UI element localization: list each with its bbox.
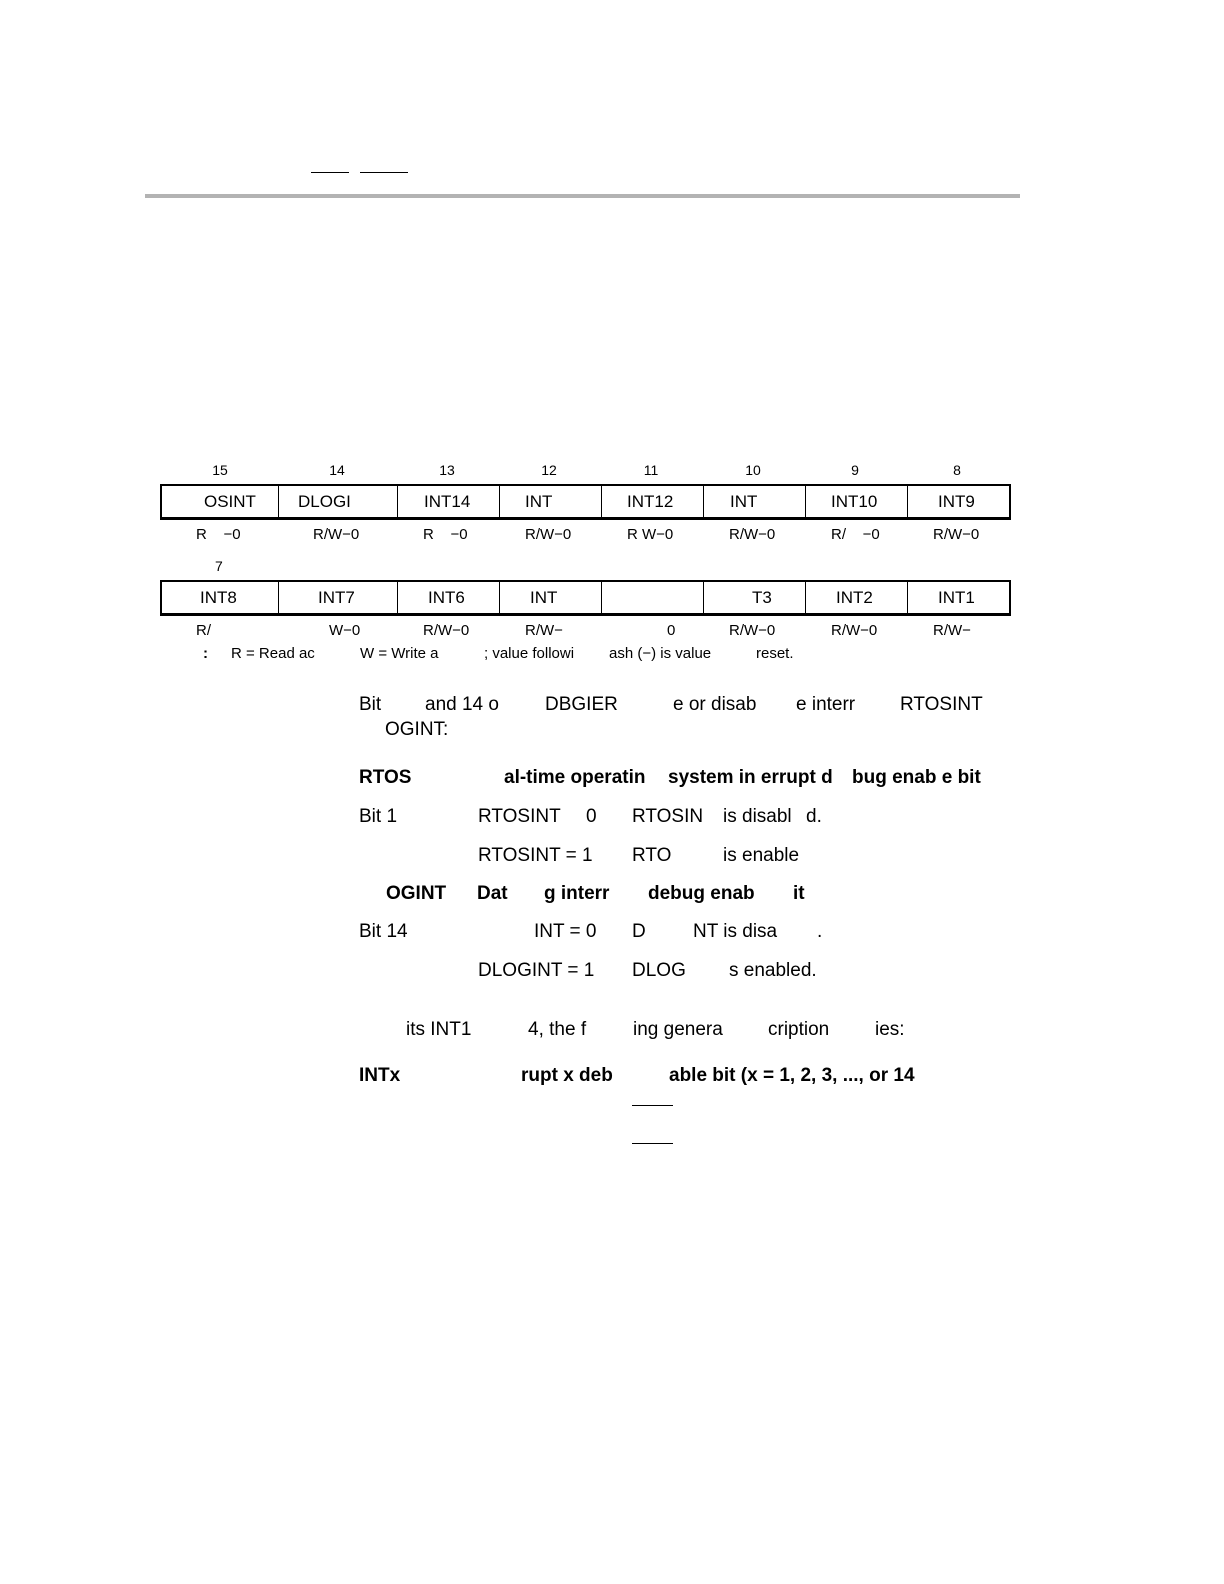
- field-int11: INT: [730, 492, 758, 511]
- legend-reset: reset.: [756, 645, 794, 662]
- header-mark-right: [360, 172, 408, 173]
- dlogint-value: D: [632, 921, 646, 942]
- dlogint-value: DLOG: [632, 960, 686, 981]
- access-label: R/: [196, 622, 211, 639]
- intro-text: e or disab: [673, 694, 757, 715]
- rtosint-value: 0: [586, 806, 597, 827]
- rtosint-value: RTOSINT: [478, 806, 561, 827]
- rtosint-value: RTO: [632, 845, 672, 866]
- intro-text: and 14 o: [425, 694, 499, 715]
- access-label: R/W−: [525, 622, 563, 639]
- intro-text: RTOSINT: [900, 694, 983, 715]
- dlogint-heading: it: [793, 883, 805, 904]
- general-text: its INT1: [406, 1019, 472, 1040]
- field-int1: INT1: [938, 588, 975, 607]
- dlogint-bit-label: Bit 14: [359, 921, 408, 942]
- bit-number: 10: [745, 462, 761, 478]
- field-int5: INT: [530, 588, 558, 607]
- dlogint-value: s enabled.: [729, 960, 817, 981]
- field-int6: INT6: [428, 588, 465, 607]
- access-label: R/W−0: [831, 622, 878, 639]
- rtosint-heading: RTOS: [359, 767, 412, 788]
- intx-heading: rupt x deb: [521, 1065, 613, 1086]
- general-text: cription: [768, 1019, 830, 1040]
- bit-number: 9: [851, 462, 859, 478]
- legend-read: R = Read ac: [231, 645, 315, 662]
- dlogint-value: DLOGINT = 1: [478, 960, 595, 981]
- field-int8: INT8: [200, 588, 237, 607]
- general-text: ies:: [875, 1019, 905, 1040]
- dlogint-heading: debug enab: [648, 883, 755, 904]
- field-int14: INT14: [424, 492, 471, 511]
- access-label: R/W−0: [933, 526, 980, 543]
- intx-heading: INTx: [359, 1065, 401, 1086]
- rtosint-value: is disabl: [723, 806, 792, 827]
- access-label: R/W−: [933, 622, 971, 639]
- dlogint-heading: g interr: [544, 883, 610, 904]
- rtosint-value: RTOSINT = 1: [478, 845, 593, 866]
- rtosint-bit-label: Bit 1: [359, 806, 398, 827]
- register-row-high: [160, 484, 1011, 520]
- intro-text: Bit: [359, 694, 382, 715]
- access-label: R/W−0: [729, 622, 776, 639]
- field-dlogint: DLOGI: [298, 492, 351, 511]
- general-text: 4, the f: [528, 1019, 587, 1040]
- legend-value: ; value followi: [484, 645, 575, 662]
- register-row-low: [160, 580, 1011, 616]
- access-label: R −0: [196, 526, 241, 543]
- rtosint-value: RTOSIN: [632, 806, 704, 827]
- rtosint-heading: al-time operatin: [504, 767, 646, 788]
- dlogint-value: INT = 0: [534, 921, 597, 942]
- dlogint-value: .: [817, 921, 823, 942]
- underline-mark: [632, 1143, 673, 1144]
- access-label: R/W−0: [423, 622, 470, 639]
- rtosint-value: is enable: [723, 845, 800, 866]
- legend-colon: :: [203, 645, 208, 662]
- rtosint-heading: bug enab e bit: [852, 767, 981, 788]
- access-label: 0: [667, 622, 676, 639]
- underline-mark: [632, 1105, 673, 1106]
- intro-text: OGINT:: [385, 719, 449, 740]
- dlogint-value: NT is disa: [693, 921, 778, 942]
- bit-numbers-high: [161, 462, 1011, 480]
- bit-number: 11: [643, 462, 659, 478]
- header-mark-left: [311, 172, 349, 173]
- field-rtosint: OSINT: [204, 492, 256, 511]
- dlogint-heading: Dat: [477, 883, 508, 904]
- access-label: R/W−0: [525, 526, 572, 543]
- bit-number: 7: [215, 558, 223, 574]
- general-text: ing genera: [633, 1019, 723, 1040]
- field-int7: INT7: [318, 588, 355, 607]
- field-int2: INT2: [836, 588, 873, 607]
- field-int12: INT12: [627, 492, 674, 511]
- bit-number: 13: [439, 462, 455, 478]
- rtosint-heading: system in errupt d: [668, 767, 833, 788]
- field-int10: INT10: [831, 492, 878, 511]
- access-label: R/W−0: [729, 526, 776, 543]
- header-rule: [145, 194, 1020, 198]
- field-int9: INT9: [938, 492, 975, 511]
- access-label: R W−0: [627, 526, 674, 543]
- bit-number: 14: [329, 462, 345, 478]
- rtosint-value: d.: [806, 806, 822, 827]
- field-int3: T3: [752, 588, 772, 607]
- field-int13: INT: [525, 492, 553, 511]
- intx-heading: able bit (x = 1, 2, 3, ..., or 14: [669, 1065, 915, 1086]
- intro-text: DBGIER: [545, 694, 618, 715]
- legend-write: W = Write a: [360, 645, 439, 662]
- access-label: R/W−0: [313, 526, 360, 543]
- access-label: R/ −0: [831, 526, 880, 543]
- bit-number: 15: [212, 462, 228, 478]
- dlogint-heading: OGINT: [386, 883, 447, 904]
- access-label: W−0: [329, 622, 361, 639]
- bit-number: 12: [541, 462, 557, 478]
- access-label: R −0: [423, 526, 468, 543]
- intro-text: e interr: [796, 694, 856, 715]
- legend-dash: ash (−) is value: [609, 645, 712, 662]
- bit-number: 8: [953, 462, 961, 478]
